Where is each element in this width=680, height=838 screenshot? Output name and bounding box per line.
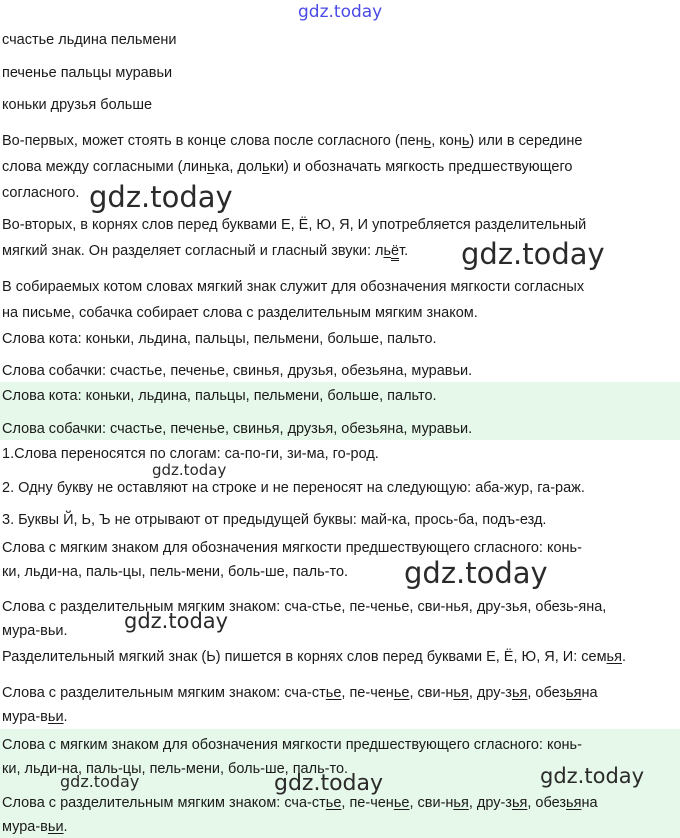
text: ) или в середине bbox=[469, 133, 583, 149]
text: , обез bbox=[527, 685, 567, 701]
text: , пе-чен bbox=[341, 685, 394, 701]
text: . bbox=[621, 649, 626, 665]
text: . bbox=[63, 819, 68, 835]
text: . bbox=[63, 709, 68, 725]
watermark: gdz.today bbox=[152, 461, 227, 479]
words-line-2: печенье пальцы муравьи bbox=[2, 65, 173, 81]
words-line-1: счастье льдина пельмени bbox=[2, 32, 177, 48]
text: Разделительный мягкий знак (Ь) пишется в корнях слов перед буквами Е, Ё, Ю, Я, И: сем bbox=[2, 649, 607, 665]
final-sep-words-line-1 bbox=[2, 793, 598, 813]
text: , обез bbox=[527, 795, 567, 811]
text: мура-в bbox=[2, 709, 48, 725]
soft-sign-underlined: ь bbox=[383, 243, 392, 259]
marked-letters: ье bbox=[393, 795, 410, 811]
marked-letters: ьи bbox=[47, 819, 64, 835]
marked-letters: ья bbox=[566, 685, 582, 701]
soft-words-line-2: ки, льди-на, паль-цы, пель-мени, боль-ше, паль-то. bbox=[2, 564, 349, 580]
text: , пе-чен bbox=[341, 795, 394, 811]
watermark: gdz.today bbox=[461, 237, 605, 271]
marked-letters: ье bbox=[325, 685, 342, 701]
hyph-rule-2: 2. Одну букву не оставляют на строке и не переносят на следующую: аба-жур, га-раж. bbox=[2, 480, 585, 496]
soft-words-line-1: Слова с мягким знаком для обозначения мягкости предшествующего сгласного: конь- bbox=[2, 540, 582, 556]
watermark: gdz.today bbox=[540, 764, 645, 788]
watermark: gdz.today bbox=[60, 772, 140, 791]
hyph-rule-3: 3. Буквы Й, Ь, Ъ не отрывают от предыдущей буквы: май-ка, прось-ба, подъ-езд. bbox=[2, 512, 547, 528]
watermark: gdz.today bbox=[274, 771, 384, 796]
text: на bbox=[581, 685, 598, 701]
text: ка, дол bbox=[214, 159, 263, 175]
final-sep-words-line-2 bbox=[2, 817, 68, 837]
text: , сви-н bbox=[409, 795, 454, 811]
marked-letters: ье bbox=[325, 795, 342, 811]
text: , кон bbox=[431, 133, 462, 149]
text: , сви-н bbox=[409, 685, 454, 701]
soft-sign-underlined: ь bbox=[207, 159, 215, 175]
dog-words: Слова собачки: счастье, печенье, свинья, друзья, обезьяна, муравьи. bbox=[2, 363, 473, 379]
rule2-line-2 bbox=[2, 241, 408, 261]
final-soft-words-line-1: Слова с мягким знаком для обозначения мягкости предшествующего сгласного: конь- bbox=[2, 737, 582, 753]
marked-words-line-1 bbox=[2, 683, 598, 703]
task-line-2: на письме, собачка собирает слова с разделительным мягким знаком. bbox=[2, 305, 478, 321]
sep-words-line-1: Слова с разделительным мягким знаком: сча-стье, пе-ченье, сви-нья, дру-зья, обезь-яна, bbox=[2, 599, 607, 615]
rule1-line-3: согласного. bbox=[2, 185, 80, 201]
text: т. bbox=[399, 243, 409, 259]
sep-words-line-2: мура-вьи. bbox=[2, 623, 68, 639]
marked-letters: ья bbox=[566, 795, 582, 811]
answer-cat-words: Слова кота: коньки, льдина, пальцы, пельмени, больше, пальто. bbox=[2, 388, 437, 404]
marked-words-line-2 bbox=[2, 707, 68, 727]
watermark: gdz.today bbox=[404, 556, 548, 590]
rule2-line-1: Во-вторых, в корнях слов перед буквами Е, Ё, Ю, Я, И употребляется разделительный bbox=[2, 217, 587, 233]
sep-rule bbox=[2, 647, 626, 667]
task-line-1: В собираемых котом словах мягкий знак служит для обозначения мягкости согласных bbox=[2, 279, 585, 295]
soft-sign-underlined: ья bbox=[606, 649, 622, 665]
answer-dog-words: Слова собачки: счастье, печенье, свинья, друзья, обезьяна, муравьи. bbox=[2, 421, 473, 437]
watermark-top: gdz.today bbox=[298, 2, 383, 22]
rule1-line-1 bbox=[2, 131, 582, 151]
text: Слова с разделительным мягким знаком: сча-ст bbox=[2, 685, 326, 701]
text: мягкий знак. Он разделяет согласный и гласный звуки: л bbox=[2, 243, 384, 259]
text: ки) и обозначать мягкость предшествующего bbox=[269, 159, 573, 175]
cat-words: Слова кота: коньки, льдина, пальцы, пельмени, больше, пальто. bbox=[2, 331, 437, 347]
marked-letters: ья bbox=[453, 685, 469, 701]
text: на bbox=[581, 795, 598, 811]
soft-sign-underlined: ь bbox=[423, 133, 432, 149]
rule1-line-2 bbox=[2, 157, 572, 177]
hyph-rule-1: 1.Слова переносятся по слогам: са-по-ги, зи-ма, го-род. bbox=[2, 446, 379, 462]
watermark: gdz.today bbox=[89, 180, 233, 214]
soft-sign-underlined: ь bbox=[262, 159, 270, 175]
final-soft-words-line-2: ки, льди-на, паль-цы, пель-мени, боль-ше, паль-то. bbox=[2, 761, 349, 777]
marked-letters: ья bbox=[453, 795, 469, 811]
text: , дру-з bbox=[468, 795, 512, 811]
soft-sign-underlined: ь bbox=[461, 133, 470, 149]
marked-letters: ья bbox=[511, 795, 528, 811]
watermark: gdz.today bbox=[124, 609, 229, 633]
text: Слова с разделительным мягким знаком: сча-ст bbox=[2, 795, 326, 811]
words-line-3: коньки друзья больше bbox=[2, 97, 153, 113]
text: , дру-з bbox=[468, 685, 512, 701]
text: мура-в bbox=[2, 819, 48, 835]
text: Во-первых, может стоять в конце слова после согласного (пен bbox=[2, 133, 424, 149]
marked-letters: ье bbox=[393, 685, 410, 701]
marked-letters: ьи bbox=[47, 709, 64, 725]
marked-letters: ья bbox=[511, 685, 528, 701]
vowel-double-underlined: ё bbox=[391, 243, 400, 259]
text: слова между согласными (лин bbox=[2, 159, 208, 175]
